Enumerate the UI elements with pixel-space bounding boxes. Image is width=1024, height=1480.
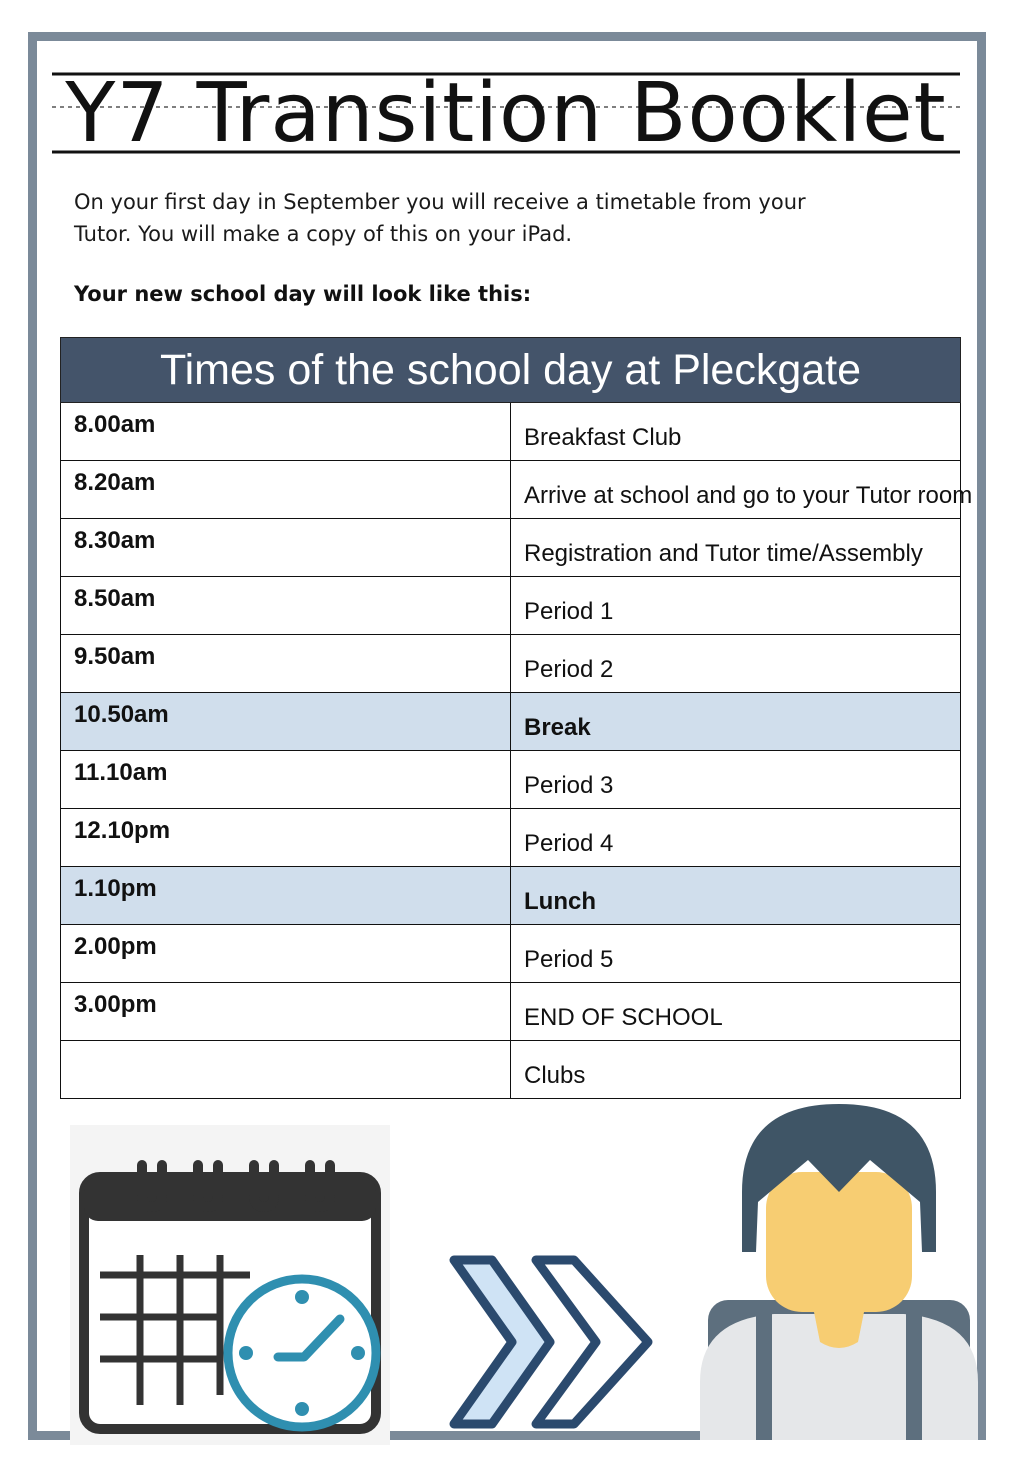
- time-label: 9.50am: [74, 643, 156, 670]
- activity-label: Break: [524, 714, 591, 741]
- time-label: 1.10pm: [74, 875, 157, 902]
- activity-cell: [511, 635, 961, 693]
- time-cell: [61, 925, 511, 983]
- activity-label: Period 4: [524, 830, 614, 857]
- schedule-row: [61, 519, 961, 577]
- time-label: 2.00pm: [74, 933, 157, 960]
- time-label: 3.00pm: [74, 991, 157, 1018]
- time-label: 8.50am: [74, 585, 156, 612]
- activity-cell: [511, 519, 961, 577]
- activity-cell: [511, 1041, 961, 1099]
- activity-label: Period 1: [524, 598, 614, 625]
- time-cell: [61, 577, 511, 635]
- schedule-table: [60, 337, 973, 1099]
- time-cell: [61, 693, 511, 751]
- activity-cell: [511, 925, 961, 983]
- time-cell: [61, 983, 511, 1041]
- activity-label: END OF SCHOOL: [524, 1004, 723, 1031]
- schedule-row: [61, 577, 961, 635]
- schedule-row: [61, 461, 961, 519]
- schedule-row: [61, 809, 961, 867]
- activity-label: Period 5: [524, 946, 614, 973]
- schedule-row: [61, 693, 961, 751]
- time-cell: [61, 809, 511, 867]
- activity-label: Clubs: [524, 1062, 586, 1089]
- activity-cell: [511, 693, 961, 751]
- activity-label: Arrive at school and go to your Tutor room: [524, 482, 973, 509]
- activity-cell: [511, 983, 961, 1041]
- time-cell: [61, 867, 511, 925]
- page-title: Y7 Transition Booklet: [65, 66, 947, 161]
- double-chevron-icon: [448, 1254, 656, 1430]
- student-avatar-icon: [694, 1102, 984, 1440]
- time-cell: [61, 635, 511, 693]
- activity-label: Period 3: [524, 772, 614, 799]
- intro-line-2: Tutor. You will make a copy of this on your iPad.: [74, 222, 573, 246]
- activity-cell: [511, 867, 961, 925]
- schedule-row: [61, 403, 961, 461]
- time-label: 12.10pm: [74, 817, 171, 844]
- time-cell: [61, 519, 511, 577]
- time-label: 10.50am: [74, 701, 169, 728]
- activity-label: Lunch: [524, 888, 596, 915]
- time-cell: [61, 403, 511, 461]
- calendar-clock-icon: [70, 1125, 390, 1445]
- activity-label: Breakfast Club: [524, 424, 682, 451]
- activity-cell: [511, 809, 961, 867]
- activity-cell: [511, 751, 961, 809]
- schedule-row: [61, 1041, 961, 1099]
- time-label: 11.10am: [74, 759, 168, 786]
- activity-label: Period 2: [524, 656, 614, 683]
- schedule-row: [61, 751, 961, 809]
- intro-line-1: On your first day in September you will receive a timetable from your: [74, 190, 806, 214]
- time-label: 8.30am: [74, 527, 156, 554]
- schedule-row: [61, 983, 961, 1041]
- schedule-row: [61, 635, 961, 693]
- activity-cell: [511, 577, 961, 635]
- schedule-body: [61, 403, 973, 1099]
- activity-label: Registration and Tutor time/Assembly: [524, 540, 923, 567]
- schedule-heading: Times of the school day at Pleckgate: [61, 338, 961, 403]
- time-label: 8.00am: [74, 411, 156, 438]
- activity-cell: [511, 403, 961, 461]
- time-label: 8.20am: [74, 469, 156, 496]
- activity-cell: [511, 461, 973, 519]
- title-banner: [52, 64, 960, 164]
- schedule-row: [61, 867, 961, 925]
- time-cell: [61, 751, 511, 809]
- time-cell: [61, 1041, 511, 1099]
- schedule-row: [61, 925, 961, 983]
- time-cell: [61, 461, 511, 519]
- lead-text: Your new school day will look like this:: [74, 282, 532, 306]
- intro-text: [74, 186, 874, 250]
